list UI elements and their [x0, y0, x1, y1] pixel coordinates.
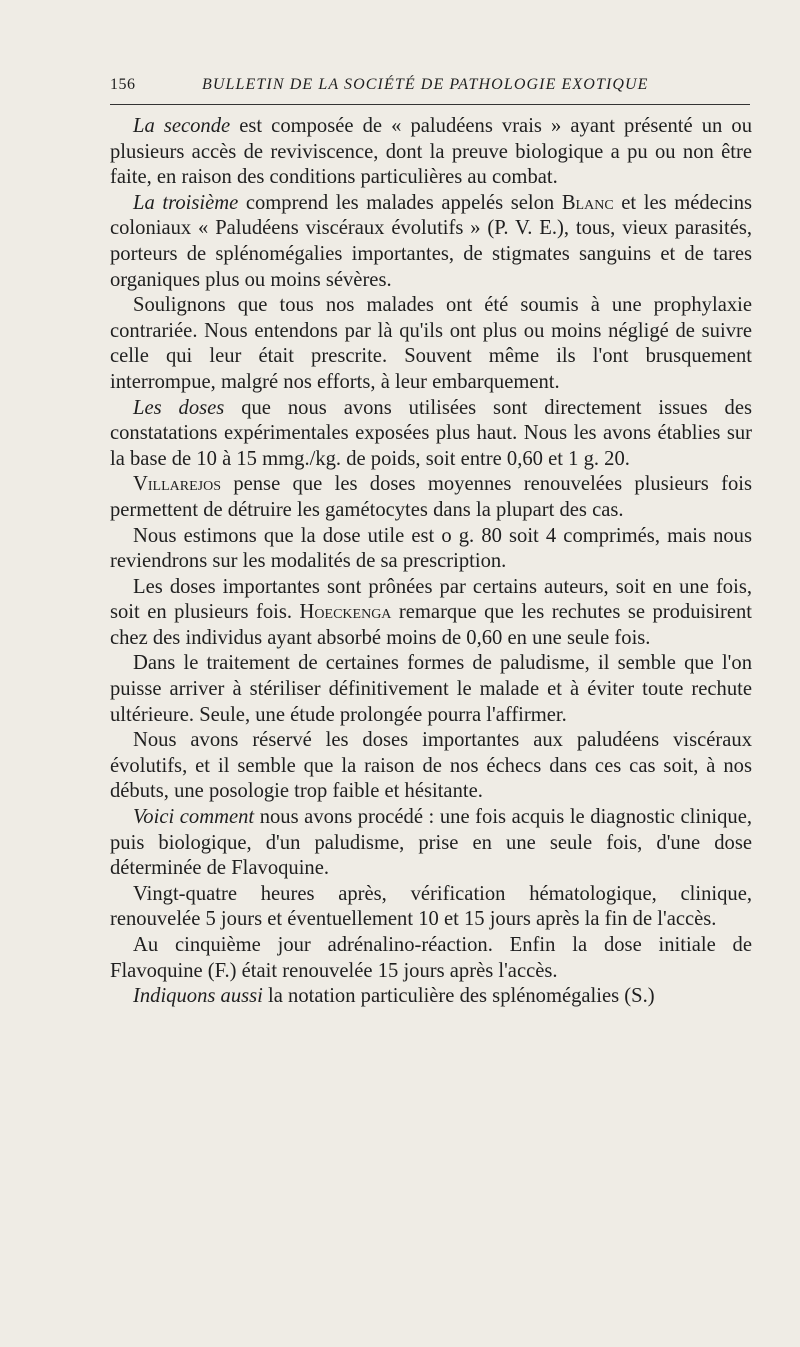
paragraph: Nous estimons que la dose utile est o g. 80 soit 4 comprimés, mais nous reviendrons sur les modalités de sa prescription.: [110, 524, 752, 573]
paragraph: Nous avons réservé les doses importantes aux paludéens viscéraux évolutifs, et il semble que la raison de nos échecs dans ces cas soit, à nos débuts, une posologie trop faible et hésitante.: [110, 729, 752, 803]
paragraph: Dans le traitement de certaines formes de paludisme, il semble que l'on puisse arriver à stériliser définitivement le malade et à éviter toute rechute ultérieure. Seule, une étude prolongée pourra l'affirmer.: [110, 652, 752, 726]
paragraph: Vingt-quatre heures après, vérification hématologique, clinique, renouvelée 5 jours et éventuellement 10 et 15 jours après la fin de l'accès.: [110, 882, 752, 931]
paragraph: Indiquons aussi la notation particulière des splénomégalies (S.): [133, 985, 655, 1008]
author-name: Villarejos: [133, 473, 221, 496]
paragraph: Les doses importantes sont prônées par certains auteurs, soit en une fois, soit en plusieurs fois. Hoeckenga remarque que les rechutes se produisirent chez des individus ayant absorbé moins de 0,60 en une seule fois.: [110, 575, 752, 649]
page-header: [110, 76, 750, 102]
header-rule: [110, 104, 750, 105]
paragraph: La troisième comprend les malades appelés selon Blanc et les médecins coloniaux « Paludéens viscéraux évolutifs » (P. V. E.), tous, vieux parasités, porteurs de splénomégalies importantes, de stigmates sanguins et de tares organiques plus ou moins sévères.: [110, 191, 752, 291]
paragraph: La seconde est composée de « paludéens vrais » ayant présenté un ou plusieurs accès de reviviscence, dont la preuve biologique a pu ou non être faite, en raison des conditions particulières au combat.: [110, 115, 752, 189]
italic-lead: La troisième: [133, 191, 239, 214]
page-number: 156: [110, 76, 136, 93]
author-name: Hoeckenga: [299, 601, 392, 624]
running-title: BULLETIN DE LA SOCIÉTÉ DE PATHOLOGIE EXOTIQUE: [202, 76, 649, 93]
italic-lead: Voici comment: [133, 806, 255, 829]
paragraph: Au cinquième jour adrénalino-réaction. Enfin la dose initiale de Flavoquine (F.) était renouvelée 15 jours après l'accès.: [110, 934, 752, 982]
italic-lead: Indiquons aussi: [133, 985, 263, 1008]
paragraph: Les doses que nous avons utilisées sont directement issues des constatations expérimentales exposées plus haut. Nous les avons établies sur la base de 10 à 15 mmg./kg. de poids, soit entre 0,60 et 1 g. 20.: [110, 396, 752, 470]
body-text: [110, 114, 752, 1010]
author-name: Blanc: [561, 191, 614, 214]
paragraph: Villarejos pense que les doses moyennes renouvelées plusieurs fois permettent de détruire les gamétocytes dans la plupart des cas.: [110, 473, 752, 521]
paragraph: Soulignons que tous nos malades ont été soumis à une prophylaxie contrariée. Nous entendons par là qu'ils ont plus ou moins négligé de suivre celle qui leur était prescrite. Souvent même ils l'ont brusquement interrompue, malgré nos efforts, à leur embarquement.: [110, 294, 752, 393]
italic-lead: Les doses: [133, 396, 225, 419]
paragraph: Voici comment nous avons procédé : une fois acquis le diagnostic clinique, puis biologique, d'un paludisme, prise en une seule fois, d'une dose déterminée de Flavoquine.: [110, 806, 752, 880]
italic-lead: La seconde: [133, 115, 231, 137]
